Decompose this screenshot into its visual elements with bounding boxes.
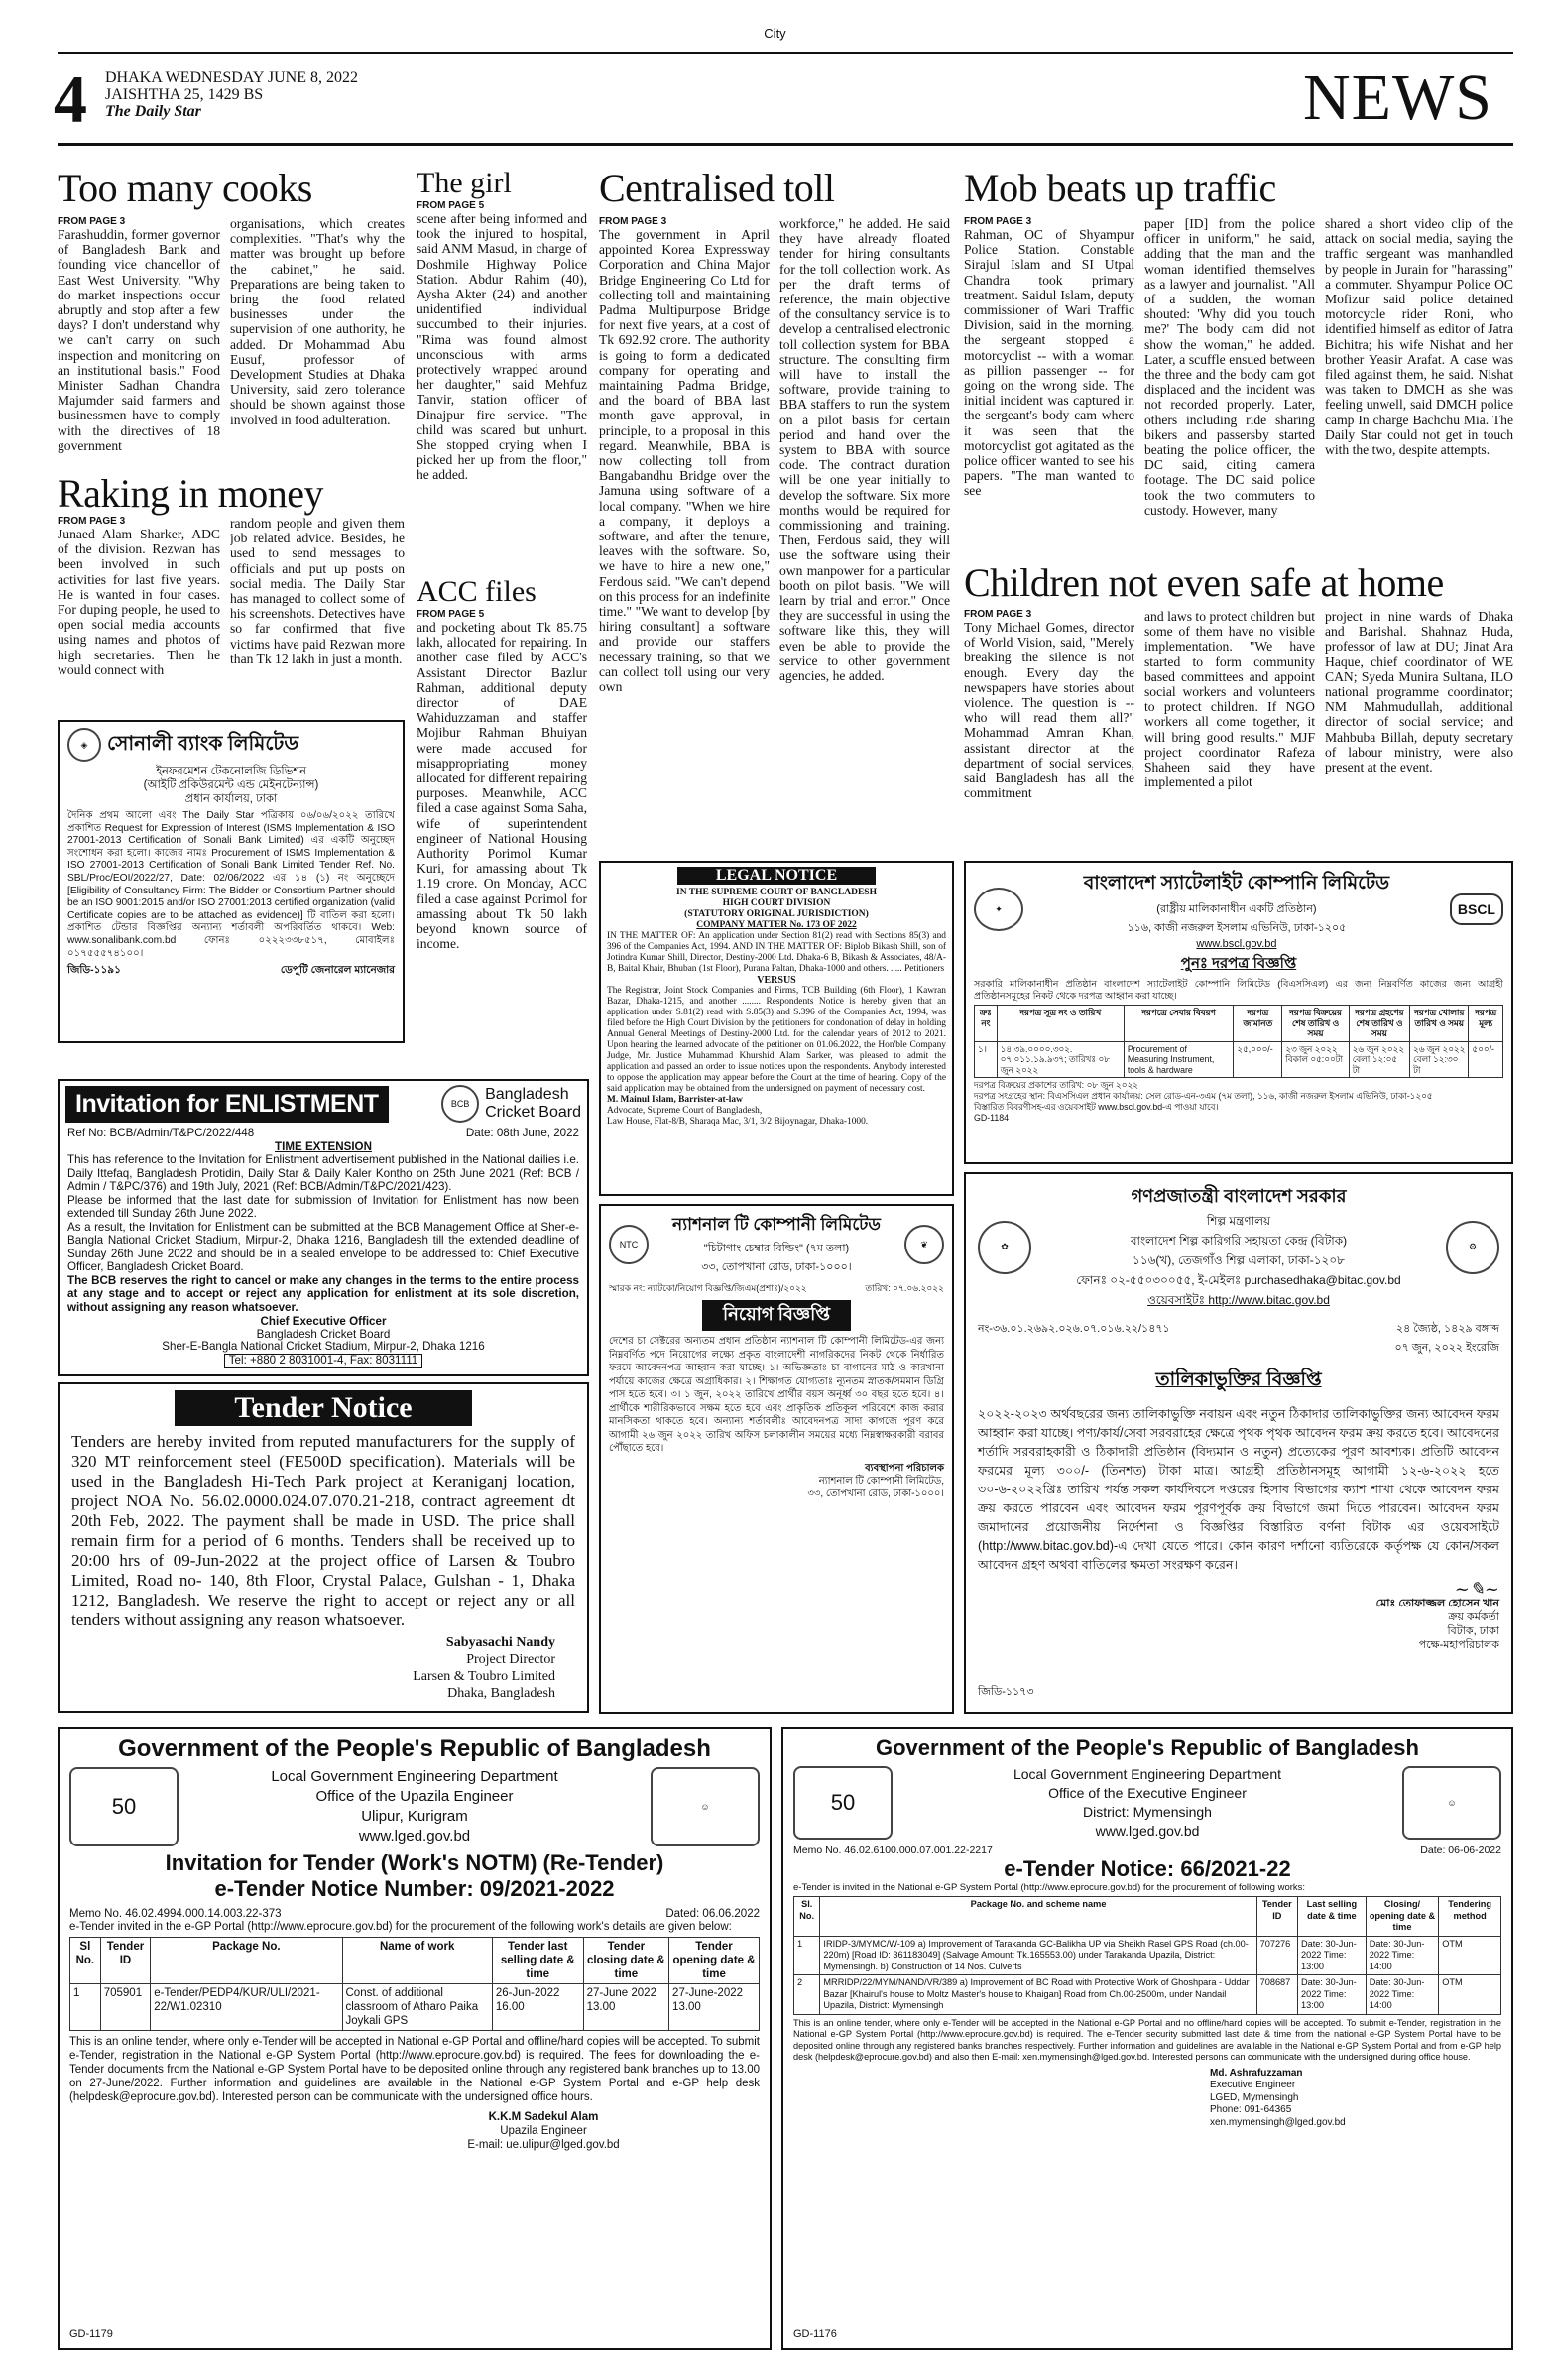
intro: e-Tender invited in the e-GP Portal (http://www.eprocure.gov.bd) for the procurement of the following work's details are given below: <box>69 1921 732 1933</box>
table-cell: Date: 30-Jun-2022 Time: 13:00 <box>1297 1936 1366 1975</box>
table-cell: 27-June-2022 13.00 <box>669 1984 760 2031</box>
table-row <box>70 1984 760 2031</box>
sig3: LGED, Mymensingh <box>1210 2091 1299 2103</box>
ad-national-tea-company <box>599 1204 954 1714</box>
signature <box>67 1316 579 1368</box>
sub1: শিল্প মন্ত্রণালয় <box>1206 1214 1271 1228</box>
story-children-col3 <box>1325 609 1513 857</box>
notice-number: e-Tender Notice Number: 09/2021-2022 <box>214 1876 615 1901</box>
signature <box>609 1462 944 1500</box>
tender-table <box>793 1896 1501 2015</box>
sig1: Md. Ashrafuzzaman <box>1210 2067 1303 2079</box>
table-cell: 705901 <box>100 1984 150 2031</box>
gov-emblem-icon: ✿ <box>978 1221 1031 1274</box>
signature <box>1210 2068 1501 2130</box>
story-text: The government in April appointed Korea Expressway Corporation and China Major Bridge Engineering Co Ltd for collecting toll and maintaining Padma Multipurpose Bridge for next five years, at a cost of Tk 692.92 crore. The authority is going to form a dedicated company for operating and maintaining Padma Bridge, and the board of BBA last month gave approval, in principle, to a proposal in this regard. Meanwhile, BBA is now collecting toll from Bangabandhu Bridge over the Jamuna using software of a local company. "When we hire a company, it deploys a software, and after the tenure, leaves with the software. So, we have to hire a new one," Ferdous said. "We can't depend on this process for an indefinite time." "We want to develop [by hiring consultant] a software and provide our staffers necessary training, so that we can collect toll using our very own <box>599 227 770 695</box>
story-text: Tony Michael Gomes, director of World Vision, said, "Merely breaking the silence is not enough. Every day the newspapers have stories about violence. The question is -- who will read them all?" Mohammad Amran Khan, assistant director at the department of social services, said Bangladesh has all the commitment <box>964 620 1134 801</box>
heading: নিয়োগ বিজ্ঞপ্তি <box>702 1300 851 1331</box>
versus: VERSUS <box>757 975 796 986</box>
sub3: প্রধান কার্যালয়, ঢাকা <box>184 793 278 805</box>
sig3: Sher-E-Bangla National Cricket Stadium, Mirpur-2, Dhaka 1216 <box>162 1340 485 1353</box>
table-cell: OTM <box>1439 1936 1501 1975</box>
table-header <box>70 1938 760 1984</box>
headline-children-not-even-safe: Children not even safe at home <box>964 561 1444 605</box>
intro: e-Tender is invited in the National e-GP System Portal (http://www.eprocure.gov.bd) for the procurement of following works: <box>793 1882 1306 1893</box>
table-header-cell: ক্রঃ নং <box>975 1006 998 1042</box>
table-header-cell: দরপত্র গ্রহণের শেষ তারিখ ও সময় <box>1349 1006 1409 1042</box>
office: Office of the Executive Engineer <box>1048 1785 1247 1801</box>
section-label: City <box>764 26 786 41</box>
sig1: মোঃ তোফাজ্জল হোসেন খান <box>1375 1598 1499 1609</box>
header-bottom-rule <box>58 143 1513 146</box>
story-text: paper [ID] from the police officer in uniform," he said, adding that the man and the woman identified themselves as a lawyer and journalist. "All of a sudden, the woman shouted: 'Why did you touch me?' The body cam did not show the woman," he added. Later, a scuffle ensued between the three and the body cam got displaced and the incident was not recorded properly. Later, others including ride sharing bikers and passersby started beating the police officer, the DC said, citing camera footage. The DC said police took the two commuters to custody. However, many <box>1144 216 1315 518</box>
signature <box>607 1095 946 1128</box>
story-text: shared a short video clip of the attack on social media, saying the traffic sergeant was manhandled by people in Jurain for "harassing" a commuter. Shyampur Police OC Mofizur said police detained motorcycle rider Roni, who identified himself as editor of Jatra Bichitra; his wife Nishat and her brother Yeasir Arafat. A case was filed against them, he said. Nishat was taken to DMCH as she was feeling unwell, said DMCH police camp In charge Bachchu Mia. The Daily Star could not get in touch with the two, despite attempts. <box>1325 216 1513 458</box>
foot2: দরপত্র সংগ্রহের স্থান: বিএসসিএল প্রধান কার্যালয়: সেল রোড-এন-৩এম (৭ম তলা), ১১৬, কাজী নজরুল ইসলাম এভিনিউ, ঢাকা-১২০৫ <box>974 1091 1433 1101</box>
table-cell: 1 <box>794 1936 820 1975</box>
ref-line <box>609 1281 944 1296</box>
from-page: FROM PAGE 3 <box>599 216 667 227</box>
table-header-cell: Tender opening date & time <box>669 1938 760 1984</box>
ad-body2: The Registrar, Joint Stock Companies and Firms, TCB Building (6th Floor), 1 Kawran Bazar, Dhaka-1215, and another ........ Respondents Notice is hereby given that an application under S.81(2) read with S.85(3) and S.396 of the Companies Act, 1994, was filed before the High Court Division by the petitioners for condonation of delay in holding Annual General Meetings of Destiny-2000 Ltd. for the calendar years of 2012 to 2021. Upon hearing the learned advocate of the petitioner on 01.06.2022, the Hon'ble Company Judge, Mr. Justice Muhammad Khurshid Alam Sarker, was pleased to admit the application and passed an order to issue notices upon the respondents. Anybody interested to oppose the application may appear before the Court at the time of hearing. Copy of the said application may be obtained from the undersigned on payment of necessary cost. <box>607 986 946 1094</box>
table-cell: Date: 30-Jun-2022 Time: 14:00 <box>1366 1936 1439 1975</box>
story-children-col1 <box>964 609 1134 857</box>
ad-body: ২০২২-২০২৩ অর্থবছরের জন্য তালিকাভুক্তি নবায়ন এবং নতুন ঠিকাদার তালিকাভুক্তির জন্য আবেদন ফরম আহ্বান করা যাচ্ছে। পণ্য/কার্য/সেবা সরবরাহের ক্ষেত্রে পৃথক পৃথক আবেদন ফরম ক্রয় করতে হবে। আবেদনের শর্তাদি সরবরাহকারী ও ঠিকাদারী প্রতিষ্ঠান (বিদ্যমান ও নতুন) প্রত্যেকের পূরণ আবশ্যক। প্রতিটি আবেদন ফরমের মূল্য ৩০০/- (তিনশত) টাকা মাত্র। আগ্রহী প্রতিষ্ঠানসমূহ আগামী ১২-৬-২০২২ হতে ৩০-৬-২০২২খ্রিঃ তারিখ পর্যন্ত সকল কার্যদিবসে দপ্তরের হিসাব বিভাগের ক্যাশ শাখা থেকে আবেদন ফরম ক্রয় করতে পারবেন এবং আবেদন ফরম পূরণপূর্বক ক্রয় বিভাগে জমা দিতে পারবেন। আবেদন ফরম জমাদানের প্রয়োজনীয় নির্দেশনা ও বিজ্ঞপ্তির বিস্তারিত বর্ণনা বিটাক এর ওয়েবসাইটে (http://www.bitac.gov.bd)-এ দেখা যেতে পারে। কোন কারণ দর্শানো ব্যতিরেকে কর্তৃপক্ষ যে কোন/সকল আবেদন গ্রহণ অথবা বাতিলের ক্ষমতা সংরক্ষণ করেন। <box>978 1407 1499 1572</box>
table-body <box>794 1936 1501 2014</box>
sig3: Larsen & Toubro Limited <box>413 1669 555 1684</box>
table-cell: ১। <box>975 1041 998 1078</box>
portrait-icon: ☺ <box>651 1767 760 1846</box>
sig4: পক্ষে-মহাপরিচালক <box>1418 1639 1499 1651</box>
heading: পুনঃ দরপত্র বিজ্ঞপ্তি <box>1180 955 1297 972</box>
table-header-cell: দরপত্র বিক্রয়ের শেষ তারিখ ও সময় <box>1282 1006 1349 1042</box>
headline: ACC files <box>417 575 537 608</box>
sig1: Sabyasachi Nandy <box>445 1635 555 1650</box>
gov-title: Government of the People's Republic of Bangladesh <box>876 1735 1419 1760</box>
ad-date: Date: 08th June, 2022 <box>465 1127 579 1139</box>
table-footer <box>974 1080 1503 1124</box>
sig2: Bangladesh Cricket Board <box>256 1327 391 1341</box>
table-row <box>794 1975 1501 2015</box>
notes: This is an online tender, where only e-Tender will be accepted in National e-GP Portal and offline/hard copies will be accepted. To submit e-Tender, registration in the National e-GP System Portal (http://www.eprocure.gov.bd) is required. The fees for downloading the e-Tender documents from the National e-GP System Portal have to be deposited online through any registered bank branches up to 13.00 on 27-June/2022. Further information and guidelines are available in the National e-GP System Portal and e-GP help desk (helpdesk@eprocure.gov.bd). Interested person can be communicate with the undersigned office hours. <box>69 2036 760 2103</box>
table-cell: ১৪.৩৯.০০০০.৩০২. ০৭.০১১.১৯.৯৩৭; তারিখঃ ০৮ জুন ২০২২ <box>997 1041 1124 1078</box>
table-cell: Date: 30-Jun-2022 Time: 13:00 <box>1297 1975 1366 2015</box>
ad-lged-ulipur <box>58 1727 772 2350</box>
table-cell: 2 <box>794 1975 820 2015</box>
story-acc-files <box>417 575 587 1046</box>
mujib-50-logo-icon: 50 <box>793 1766 893 1840</box>
table-header-cell: দরপত্র জামানত <box>1234 1006 1282 1042</box>
sub2: বাংলাদেশ শিল্প কারিগরি সহায়তা কেন্দ্র (বিটাক) <box>1130 1234 1348 1248</box>
ad-subheadings <box>67 765 395 806</box>
tender-table <box>69 1937 760 2031</box>
memo: Memo No. 46.02.6100.000.07.001.22-2217 <box>793 1844 993 1856</box>
table-header <box>975 1006 1503 1042</box>
headline-centralised-toll: Centralised toll <box>599 167 835 210</box>
para2: Please be informed that the last date for submission of Invitation for Enlistment has now been extended till Sunday 26th June 2022. <box>67 1193 579 1220</box>
table-cell: 26-Jun-2022 16.00 <box>492 1984 583 2031</box>
handwritten-signature: ~✎~ <box>1454 1579 1499 1600</box>
ad-body: Tenders are hereby invited from reputed manufacturers for the supply of 320 MT reinforcement steel (FE500D specification). Materials will be used in the Bangladesh Hi-Tech Park project at Keraniganj location, project NOA No. 56.02.0000.024.07.070.21-218, contract agreement dt 20th Feb, 2022. The payment shall be made in USD. The price shall remain firm for a period of 6 months. Tenders shall be received up to 20:00 hrs of 09-Jun-2022 at the project office of Larsen & Toubro Limited, Road no- 140, 8th Floor, Crystal Palace, Gulshan - 1, Dhaka 1212, Bangladesh. We reserve the right to accept or reject any or all tenders without assigning any reason whatsoever. <box>71 1432 575 1629</box>
dateline <box>105 69 358 120</box>
ad-date: Dated: 06.06.2022 <box>665 1908 760 1920</box>
tender-title <box>69 1850 760 1902</box>
sub1: ইনফরমেশন টেকনোলজি ডিভিশন <box>156 766 306 777</box>
ad-lged-mymensingh <box>781 1727 1513 2350</box>
table-header-cell: Package No. <box>151 1938 342 1984</box>
page-label: NEWS <box>1303 63 1492 133</box>
story-toll-col1 <box>599 216 770 831</box>
gd-code: জিডি-১১৭৩ <box>978 1686 1034 1698</box>
table-cell: e-Tender/PEDP4/KUR/ULI/2021-22/W1.02310 <box>151 1984 342 2031</box>
table-header-cell: Sl No. <box>70 1938 101 1984</box>
table-header-cell: দরপত্রে সেবার বিবরণ <box>1124 1006 1233 1042</box>
ad-sonali-bank <box>58 720 405 1043</box>
ntc-logo-icon: NTC <box>609 1225 649 1264</box>
story-raking-col1 <box>58 516 220 694</box>
court-heading <box>607 888 946 931</box>
table-cell: Const. of additional classroom of Atharo Paika Joykali GPS <box>342 1984 492 2031</box>
ad-body <box>60 1127 587 1368</box>
masthead-small: The Daily Star <box>105 103 201 120</box>
sub2: ১১৬, কাজী নজরুল ইসলাম এভিনিউ, ঢাকা-১২০৫ <box>1127 922 1347 934</box>
website[interactable]: www.lged.gov.bd <box>1095 1823 1200 1839</box>
l1: IN THE SUPREME COURT OF BANGLADESH <box>676 888 877 897</box>
table-cell: Procurement of Measuring Instrument, tools & hardware <box>1124 1041 1233 1078</box>
gd-code: জিডি-১১৯১ <box>67 964 121 977</box>
sub1: "চিটাগাং চেম্বার বিল্ডিং" (৭ম তলা) <box>703 1243 850 1254</box>
story-text: Junaed Alam Sharker, ADC of the division. Rezwan has been involved in such activities for last five years. He is wanted in four cases. For duping people, he used to open social media accounts using names and photos of high secretaries. Then he would connect with <box>58 527 220 677</box>
ref: নং-৩৬.০১.২৬৯২.০২৬.০৭.০১৬.২২/১৪৭১ <box>978 1323 1170 1335</box>
table-header-cell: Sl. No. <box>794 1897 820 1937</box>
table-cell: ২৩ জুন ২০২২ বিকাল ০৫:০০টা <box>1282 1041 1349 1078</box>
sig2: Executive Engineer <box>1210 2080 1296 2090</box>
table-cell: 708687 <box>1256 1975 1297 2015</box>
table-header-cell: Last selling date & time <box>1297 1897 1366 1937</box>
table-cell: ২৬ জুন ২০২২ বেলা ১২:০৫ টা <box>1349 1041 1409 1078</box>
ad-bangladesh-satellite-company <box>964 861 1513 1164</box>
sig4: Dhaka, Bangladesh <box>447 1686 555 1701</box>
ad-bitac <box>964 1172 1513 1714</box>
ad-title: Invitation for ENLISTMENT <box>65 1086 389 1123</box>
location: Ulipur, Kurigram <box>361 1808 468 1825</box>
bitac-logo-icon: ⚙ <box>1446 1221 1499 1274</box>
mujib-50-logo-icon: 50 <box>69 1767 179 1846</box>
sig3: বিটাক, ঢাকা <box>1447 1625 1499 1637</box>
story-too-many-cooks <box>58 167 405 210</box>
website[interactable]: www.lged.gov.bd <box>358 1828 471 1844</box>
headline: The girl <box>417 167 512 199</box>
story-mob-col3 <box>1325 216 1513 553</box>
story-mob-col1 <box>964 216 1134 553</box>
date1: ২৪ জ্যৈষ্ঠ, ১৪২৯ বঙ্গাব্দ <box>1395 1323 1499 1335</box>
sig4: Tel: +880 2 8031001-4, Fax: 8031111 <box>224 1354 422 1368</box>
bangla-date: JAISHTHA 25, 1429 BS <box>105 86 264 103</box>
para1: This has reference to the Invitation for Enlistment advertisement published in the National dailies i.e. Daily Ittefaq, Bangladesh Protidin, Daily Star & Daily Kaler Kontho on 25th June 2021 (Ref: BCB / Admin / T&PC/376) and 19th July, 2021 (Ref: BCB/Admin/T&PC/2021/423). <box>67 1153 579 1193</box>
ad-date: Date: 06-06-2022 <box>1420 1844 1501 1856</box>
memo: Memo No. 46.02.4994.000.14.003.22-373 <box>69 1908 282 1920</box>
bscl-logo: BSCL <box>1450 893 1503 925</box>
story-raking-col2 <box>230 516 405 694</box>
header-rule <box>58 52 1513 54</box>
ad-title: সোনালী ব্যাংক লিমিটেড <box>107 732 299 755</box>
sig5: xen.mymensingh@lged.gov.bd <box>1210 2116 1346 2128</box>
foot1: দরপত্র বিক্রয়ের প্রকাশের তারিখ: ০৮ জুন ২০২২ <box>974 1080 1138 1090</box>
date2: ০৭ জুন, ২০২২ ইংরেজি <box>1394 1342 1499 1354</box>
table-cell: Date: 30-Jun-2022 Time: 14:00 <box>1366 1975 1439 2015</box>
ref: স্মারক নং: ন্যাটকো/নিয়োগ বিজ্ঞপ্তি/জিএম(প্রশাঃ)/২০২২ <box>609 1283 807 1293</box>
org-line1: Bangladesh <box>485 1086 569 1103</box>
sig2: ন্যাশনাল টি কোম্পানী লিমিটেড, <box>818 1475 944 1487</box>
org-line2: Cricket Board <box>485 1104 581 1121</box>
table-cell: ২৬ জুন ২০২২ বেলা ১২:৩০ টা <box>1410 1041 1469 1078</box>
website[interactable]: ওয়েবসাইটঃ http://www.bitac.gov.bd <box>1147 1293 1330 1307</box>
table-header-cell: দরপত্র খোলার তারিখ ও সময় <box>1410 1006 1469 1042</box>
table-header-cell: Tender ID <box>1256 1897 1297 1937</box>
story-text: random people and given them job related advice. Besides, he used to send messages to officials and put up posts on social media. The Daily Star has managed to collect some of his screenshots. Detectives have so far confirmed that five victims have paid Rezwan more than Tk 12 lakh in just a month. <box>230 516 405 666</box>
sig4: Phone: 091-64365 <box>1210 2104 1292 2115</box>
page-number: 4 <box>54 61 87 137</box>
table-header-cell: দরপত্র মূল্য <box>1469 1006 1503 1042</box>
gov-title: Government of the People's Republic of Bangladesh <box>118 1735 711 1762</box>
table-cell: 707276 <box>1256 1936 1297 1975</box>
signature <box>978 1579 1499 1652</box>
l3: (STATUTORY ORIGINAL JURISDICTION) <box>684 909 869 919</box>
memo-line <box>69 1908 760 1920</box>
headline-raking-in-money: Raking in money <box>58 472 324 516</box>
table-header-cell: Tender closing date & time <box>583 1938 668 1984</box>
story-children-col2 <box>1144 609 1315 857</box>
story-text: Farashuddin, former governor of Bangladesh Bank and founding vice chancellor of East West University. "Why do market inspections occur abruptly and stop after a few days? I don't understand why we can't carry on such inspection and monitoring on an institutional basis." Food Minister Sadhan Chandra Majumder said farmers and businessmen have to comply with the directives of 18 government <box>58 227 220 453</box>
tender-table <box>974 1005 1503 1078</box>
story-text: Rahman, OC of Shyampur Police Station. Constable Sirajul Islam and SI Utpal Chandra took primary treatment. Saidul Islam, deputy commissioner of Wari Traffic Division, said in the morning, the sergeant stopped a motorcyclist -- with a woman as pillion passenger -- for going on the wrong side. The initial incident was captured in the sergeant's body cam where it was seen that the motorcyclist got agitated as the police officer wanted to see his papers. "The man wanted to see <box>964 227 1134 499</box>
table-header-cell: Tendering method <box>1439 1897 1501 1937</box>
sub3: ১১৬(খ), তেজগাঁও শিল্প এলাকা, ঢাকা-১২০৮ <box>1133 1253 1345 1267</box>
sig2: Project Director <box>466 1652 555 1667</box>
sig2: Advocate, Supreme Court of Bangladesh, <box>607 1106 763 1116</box>
story-text: workforce," he added. He said they have already floated tender for hiring consultants for the toll collection work. As per the draft terms of reference, the main objective of the consultancy service is to develop a centralised electronic toll collection system for BBA structure. The consulting firm will have to install the software, provide training to BBA staffers to run the system on a pilot basis for certain period and hand over the system to BBA with source code. The contract duration will be one year initially to develop the software. Six more months would be required for commissioning and training. Then, Ferdous said, they will use the software using their own manpower for a particular booth on pilot basis. "We will learn by trial and error." Once they are successful in using the software like this, they will even be able to provide the service to other government agencies, he added. <box>779 216 950 684</box>
sig1: Chief Executive Officer <box>260 1315 387 1328</box>
story-the-girl <box>417 167 587 573</box>
table-cell: ২৫,০০০/- <box>1234 1041 1282 1078</box>
table-header-cell: Tender last selling date & time <box>492 1938 583 1984</box>
ad-legal-notice <box>599 861 954 1196</box>
portrait-icon: ☺ <box>1402 1766 1501 1840</box>
heading: তালিকাভুক্তির বিজ্ঞপ্তি <box>1155 1369 1322 1390</box>
table-cell: ৫০০/- <box>1469 1041 1503 1078</box>
table-cell: 1 <box>70 1984 101 2031</box>
leaf-logo-icon: ❦ <box>904 1225 944 1264</box>
intro: সরকারি মালিকানাধীন প্রতিষ্ঠান বাংলাদেশ স্যাটেলাইট কোম্পানি লিমিটেড (বিএসসিএল) এর জন্য নিম্নবর্ণিত কাজের জন্য আগ্রহী প্রতিষ্ঠানসমূহের নিকট থেকে দরপত্র আহ্বান করা যাচ্ছে। <box>974 979 1503 1002</box>
story-text: organisations, which creates complexities. "That's why the matter was brought up before the cabinet," he said. Preparations are being taken to bring the food related businesses under the supervision of one authority, he added. Dr Mohammad Abu Eusuf, professor of Development Studies at Dhaka University, said zero tolerance should be shown against those involved in food adulteration. <box>230 216 405 427</box>
notes: This is an online tender, where only e-Tender will be accepted in the National e-GP Portal and no offline/hard copies will be accepted. To submit e-Tender, registration in the National e-GP System Portal (http://www.eprocure.gov.bd) is required. The e-Tender security submitted last date & time from the national e-GP System Portal have to be deposited online through any registered banks branches respectively. Further information and guidelines are available in the National e-GP System Portal and from e-GP help desk (helpdesk@eprocure.gov.bd) and also then E-mail: xen.mymensingh@lged.gov.bd. Interested persons can communicate with the undersigned during office house. <box>793 2017 1501 2062</box>
story-toll-col2 <box>779 216 950 831</box>
sub2: ৩৩, তোপখানা রোড, ঢাকা-১০০০। <box>701 1261 852 1273</box>
ref-no: Ref No: BCB/Admin/T&PC/2022/448 <box>67 1127 255 1139</box>
from-page: FROM PAGE 3 <box>964 609 1032 620</box>
website[interactable]: www.bscl.gov.bd <box>1196 938 1277 950</box>
sub1: (রাষ্ট্রীয় মালিকানাধীন একটি প্রতিষ্ঠান) <box>1156 903 1317 915</box>
table-header-cell: Package No. and scheme name <box>820 1897 1256 1937</box>
para4: The BCB reserves the right to cancel or make any changes in the terms to the entire process at any stage and to accept or reject any application for enlistment at its sole discretion, without assigning any reason whatsoever. <box>67 1273 579 1314</box>
ad-tender-notice <box>58 1382 589 1713</box>
story-text: and laws to protect children but some of them have no visible implementation. "We have started to form community based committees and appoint social workers and volunteers to protect children. If NGO workers all come together, it will bring good results." MJF project coordinator Rafeza Shaheen said they have implemented a pilot <box>1144 609 1315 790</box>
gd-code: GD-1176 <box>793 2328 837 2340</box>
from-page: FROM PAGE 5 <box>417 609 485 620</box>
gd-code: GD-1179 <box>69 2328 113 2340</box>
table-cell: IRIDP-3/MYMC/W-109 a) Improvement of Tarakanda GC-Balikha UP via Sheikh Rasel GPS Road (ch.00-220m) [Road ID: 361183049] (Salvage Amount: Tk.165553.00) under Tarakanda Upazila, District: Mymensingh. b) Construction of 14 Nos. Culverts <box>820 1936 1256 1975</box>
table-header-cell: Closing/ opening date & time <box>1366 1897 1439 1937</box>
ref-line <box>978 1320 1499 1358</box>
para3: As a result, the Invitation for Enlistment can be submitted at the BCB Management Office at Sher-e-Bangla National Cricket Stadium, Mirpur-2, Dhaka 1216, Bangladesh till the extended deadline of Sunday 26th June 2022 and should be in a sealed envelope to be addressed to: Chief Executive Officer, Bangladesh Cricket Board. <box>67 1220 579 1273</box>
headline: Too many cooks <box>58 167 312 210</box>
foot3: বিস্তারিত বিবরণীসহ-এর ওয়েবসাইট www.bscl.gov.bd-এ পাওয়া যাবে। <box>974 1102 1219 1112</box>
sig1: K.K.M Sadekul Alam <box>488 2111 599 2123</box>
ad-body: দৈনিক প্রথম আলো এবং The Daily Star পত্রিকায় ০৬/০৬/২০২২ তারিখে প্রকাশিত Request for Expression of Interest (ISMS Implementation & ISO 27001-2013 Certification of Sonali Bank Limited) এর একটি অনুচ্ছেদ সংশোধন করা হলো। কাজের নামঃ Procurement of ISMS Implementation & ISO 27001-2013 Certification of Sonali Bank Limited Tender Ref. No. SBL/Proc/EOI/2022/27, Date: 02/06/2022 এর ১৪ (১) নং অনুচ্ছেদে [Eligibility of Consultancy Firm: The Bidder or Consortium Partner should be an ISO 9001:2015 and/or ISO 27001:2013 certified organization (valid Certificate copies are to be attached as evidence)] টি বাতিল করা হলো। প্রকাশিত টেন্ডার বিজ্ঞপ্তির অন্যান্য শর্তাবলী অপরিবর্তিত থাকবে। Web: www.sonalibank.com.bd ফোনঃ ০২২২৩৩৮৫১৭, মোবাইলঃ ০১৭৫৫৫৭৪১০০। <box>67 810 395 959</box>
ad-title: Tender Notice <box>175 1390 472 1426</box>
cricket-board-logo-icon: BCB <box>441 1085 479 1123</box>
signature <box>71 1634 575 1702</box>
title: Invitation for Tender (Work's NOTM) (Re-Tender) <box>165 1850 664 1875</box>
table-header <box>794 1897 1501 1937</box>
story-cooks-col1 <box>58 216 220 472</box>
ad-date: তারিখ: ০৭.০৬.২০২২ <box>865 1283 944 1293</box>
table-row <box>794 1936 1501 1975</box>
sig1: M. Mainul Islam, Barrister-at-law <box>607 1095 743 1105</box>
satellite-logo-icon: ✦ <box>974 888 1023 931</box>
sig3: E-mail: ue.ulipur@lged.gov.bd <box>467 2139 620 2151</box>
headline-mob-beats-up-traffic: Mob beats up traffic <box>964 167 1276 210</box>
l2: HIGH COURT DIVISION <box>722 898 831 908</box>
location: District: Mymensingh <box>1083 1804 1212 1820</box>
gd-code: GD-1184 <box>974 1113 1010 1123</box>
table-cell: MRRIDP/22/MYM/NAND/VR/389 a) Improvement of BC Road with Protective Work of Ghoshpara - Uddar Bazar [Khairul's house to Moltz Master's house to Khaigan] Road from Ch.00-2500m, under Nandail Upazila, District: Mymensingh <box>820 1975 1256 2015</box>
story-text: and pocketing about Tk 85.75 lakh, allocated for repairing. In another case filed by ACC's Assistant Director Bazlur Rahman, additional deputy director of DAE Wahiduzzaman and staffer Mojibur Rahman Bhuiyan were made accused for misappropriating money allocated for different repairing purposes. Meanwhile, ACC filed a case against Soma Saha, wife of superintendent engineer of National Housing Authority Porimol Kumar Kuri, for amassing about Tk 1.19 crore. On Monday, ACC filed a case against Porimol for amassing about Tk 50 lakh beyond known source of income. <box>417 620 587 952</box>
from-page: FROM PAGE 3 <box>58 516 126 527</box>
sig3: Law House, Flat-8/B, Sharaqa Mac, 3/1, 3/2 Bijoynagar, Dhaka-1000. <box>607 1117 869 1127</box>
sig2: ক্রয় কর্মকর্তা <box>1448 1611 1499 1623</box>
table-cell: OTM <box>1439 1975 1501 2015</box>
story-text: scene after being informed and took the injured to hospital, said ANM Masud, in charge of Doshmile Highway Police Station. Abdur Rahim (40), Aysha Akter (24) and another unidentified individual succumbed to their injuries. "Rima was found almost unconscious with arms protectively wrapped around her daughter," said Mehfuz Tanvir, station officer of Dinajpur fire service. "The child was scared but unhurt. She stopped crying when I picked her up from the floor," he added. <box>417 211 587 483</box>
bank-logo-icon: ◈ <box>67 728 101 762</box>
sig3: ৩৩, তোপখানা রোড, ঢাকা-১০০০। <box>807 1488 944 1499</box>
ad-title: গণপ্রজাতন্ত্রী বাংলাদেশ সরকার <box>1131 1186 1347 1206</box>
ad-bcb-enlistment <box>58 1079 589 1376</box>
story-cooks-col2 <box>230 216 405 472</box>
notice-number: e-Tender Notice: 66/2021-22 <box>1004 1856 1291 1881</box>
sub2: (আইটি প্রকিউরমেন্ট এন্ড মেইনটেন্যান্স) <box>143 779 319 791</box>
table-header-cell: Name of work <box>342 1938 492 1984</box>
memo-line <box>793 1844 1501 1856</box>
from-page: FROM PAGE 3 <box>58 216 126 227</box>
from-page: FROM PAGE 3 <box>964 216 1032 227</box>
office: Office of the Upazila Engineer <box>315 1788 514 1805</box>
table-row <box>975 1041 1503 1078</box>
date: DHAKA WEDNESDAY JUNE 8, 2022 <box>105 69 358 86</box>
ad-body1: IN THE MATTER OF: An application under Section 81(2) read with Sections 85(3) and 396 of the Companies Act, 1994. AND IN THE MATTER OF: Biplob Bikash Shill, son of Jotindra Kumar Shill, Director, Destiny-2000 Ltd. Dhaka-6 B, Bikash & Associates, 48/A-B, Baital Khair, Bhuban (1st Floor), Purana Paltan, Dhaka-1000 and others. ..... Petitioners <box>607 931 946 974</box>
l4: COMPANY MATTER No. 173 OF 2022 <box>696 920 857 930</box>
table-header-cell: দরপত্র সূত্র নং ও তারিখ <box>997 1006 1124 1042</box>
ad-footer <box>67 964 395 977</box>
ad-body: দেশের চা সেক্টরের অন্যতম প্রধান প্রতিষ্ঠান ন্যাশনাল টি কোম্পানী লিমিটেড-এর জন্য নিম্নবর্ণিত পদে নিয়োগের লক্ষ্যে প্রকৃত বাংলাদেশী নাগরিকদের নিকট থেকে নির্ধারিত ফরমে আবেদনপত্র আহ্বান করা যাচ্ছে। ১। অভিজ্ঞতাঃ চা বাগানের মাঠ ও কারখানা পর্যায়ে কাজের ক্ষেত্রে অগ্রাধিকার। ২। শিক্ষাগত যোগ্যতাঃ ন্যূনতম স্নাতক/সমমান ডিগ্রি পাস হতে হবে। ৩। ১ জুন, ২০২২ তারিখে প্রার্থীর বয়স অনূর্ধ্ব ৩০ বছর হতে হবে। ৪। প্রার্থীকে শারীরিকভাবে সক্ষম হতে হবে এবং প্রাকৃতিক প্রতিকূল পরিবেশে কাজ করার মানসিকতা থাকতে হবে। অন্যান্য শর্তাবলীঃ আবেদনপত্র সাদা কাগজে পূরণ করে আগামী ২৬ জুন ২০২২ তারিখ অফিস চলাকালীন সময়ের মধ্যে নিম্নস্বাক্ষরকারী বরাবর পৌঁছাতে হবে। <box>609 1336 944 1454</box>
dept: Local Government Engineering Department <box>271 1768 558 1785</box>
signature <box>327 2110 760 2152</box>
ad-title: বাংলাদেশ স্যাটেলাইট কোম্পানি লিমিটেড <box>1083 873 1390 893</box>
dept: Local Government Engineering Department <box>1013 1766 1282 1782</box>
subtitle: TIME EXTENSION <box>275 1139 372 1153</box>
sig2: Upazila Engineer <box>500 2125 587 2137</box>
table-cell: 27-June 2022 13.00 <box>583 1984 668 2031</box>
table-header-cell: Tender ID <box>100 1938 150 1984</box>
ad-title: LEGAL NOTICE <box>677 867 876 885</box>
from-page: FROM PAGE 5 <box>417 200 485 211</box>
contact: ফোনঃ ০২-৫৫০৩০০৫৫, ই-মেইলঃ purchasedhaka@bitac.gov.bd <box>1076 1273 1401 1287</box>
story-mob-col2 <box>1144 216 1315 553</box>
ad-title: ন্যাশনাল টি কোম্পানী লিমিটেড <box>672 1215 881 1234</box>
story-text: project in nine wards of Dhaka and Barishal. Shahnaz Huda, professor of law at DU; Jinat Ara Haque, chief coordinator of WE CAN; Syeda Munira Sultana, ILO national programme coordinator; NM Mahmudullah, additional director of social service; and Mahbuba Billah, deputy secretary of labour ministry, were also present at the event. <box>1325 609 1513 775</box>
signer: ডেপুটি জেনারেল ম্যানেজার <box>280 964 395 977</box>
sig1: ব্যবস্থাপনা পরিচালক <box>865 1462 944 1474</box>
